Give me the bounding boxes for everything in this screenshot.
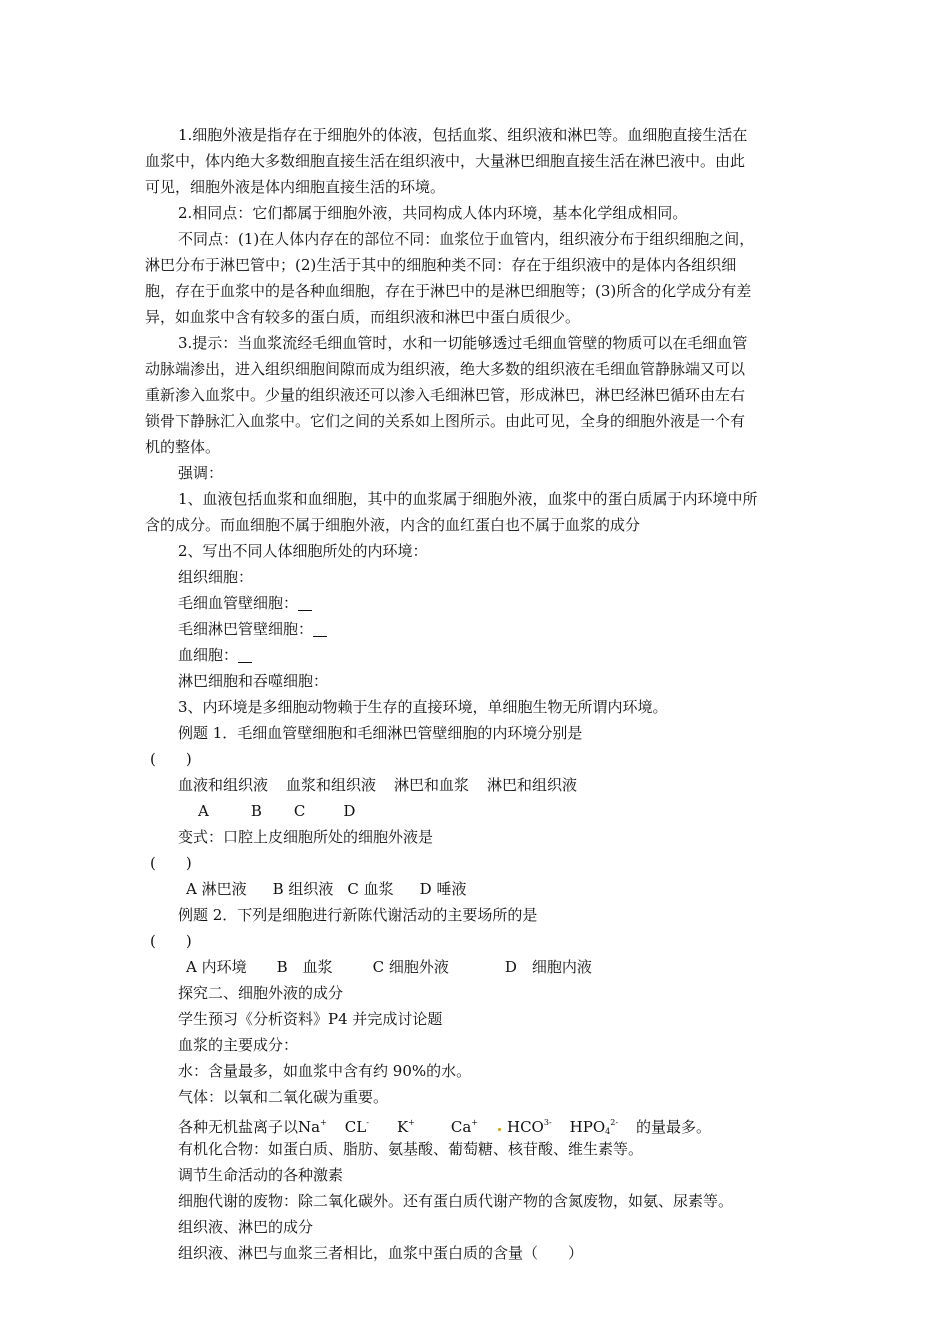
para-1-line-2: 血浆中，体内绝大多数细胞直接生活在组织液中，大量淋巴细胞直接生活在淋巴液中。由此 xyxy=(145,152,746,170)
plasma-heading: 血浆的主要成分： xyxy=(178,1036,299,1054)
water-line: 水：含量最多，如血浆中含有约 90%的水。 xyxy=(178,1062,472,1080)
cell-tissue-label: 组织细胞： xyxy=(178,568,254,586)
option-letter[interactable]: B xyxy=(250,802,262,820)
example-2-paren: ( ) xyxy=(150,932,192,950)
variant-paren: ( ) xyxy=(150,854,192,872)
cell-blood xyxy=(178,645,252,665)
para-4-line-2: 动脉端渗出，进入组织细胞间隙而成为组织液，绝大多数的组织液在毛细血管静脉端又可以 xyxy=(145,360,746,378)
para-3-line-4: 异，如血浆中含有较多的蛋白质，而组织液和淋巴中蛋白质很少。 xyxy=(145,308,581,326)
waste-line: 细胞代谢的废物：除二氧化碳外。还有蛋白质代谢产物的含氮废物，如氨、尿素等。 xyxy=(178,1192,734,1210)
ion-na: Na xyxy=(298,1118,321,1136)
ion-hpo4: HPO xyxy=(569,1118,606,1136)
emphasis-3: 3、内环境是多细胞动物赖于生存的直接环境，单细胞生物无所谓内环境。 xyxy=(178,698,668,716)
answer-blank[interactable] xyxy=(298,595,312,611)
example-1-letters xyxy=(198,801,355,821)
ions-line xyxy=(178,1113,712,1136)
option-text[interactable]: C 细胞外液 xyxy=(372,958,449,976)
cell-capillary xyxy=(178,593,312,613)
cell-lymph-phagocyte xyxy=(178,671,328,691)
option-letter[interactable]: D xyxy=(343,802,356,820)
para-3-line-1: 不同点：(1)在人体内存在的部位不同：血浆位于血管内，组织液分布于组织细胞之间， xyxy=(178,230,755,248)
option-text: 血液和组织液 xyxy=(178,776,269,794)
cell-tissue xyxy=(178,567,253,587)
option-text[interactable]: D 细胞内液 xyxy=(504,958,592,976)
example-2-options xyxy=(186,957,592,977)
answer-blank[interactable] xyxy=(313,621,327,637)
option-text[interactable]: C 血浆 xyxy=(347,880,394,898)
option-text: 血浆和组织液 xyxy=(286,776,377,794)
organic-line: 有机化合物：如蛋白质、脂肪、氨基酸、葡萄糖、核苷酸、维生素等。 xyxy=(178,1140,644,1158)
cell-lymph-capillary xyxy=(178,619,327,639)
compare-question: 组织液、淋巴与血浆三者相比，血浆中蛋白质的含量（ ） xyxy=(178,1244,584,1262)
ions-tail: 的量最多。 xyxy=(636,1118,712,1136)
para-4-line-1: 3.提示：当血浆流经毛细血管时，水和一切能够透过毛细血管壁的物质可以在毛细血管 xyxy=(178,334,748,352)
example-1-options xyxy=(178,775,577,795)
option-text[interactable]: D 唾液 xyxy=(419,880,467,898)
para-4-line-5: 机的整体。 xyxy=(145,438,221,456)
cell-lymph-phagocyte-label: 淋巴细胞和吞噬细胞： xyxy=(178,672,329,690)
ion-ca-charge: + xyxy=(471,1118,478,1127)
ion-k-charge: + xyxy=(408,1118,415,1127)
ion-hpo4-charge: 2- xyxy=(610,1118,619,1127)
emphasis-1-line-1: 1、血液包括血浆和血细胞，其中的血浆属于细胞外液，血浆中的蛋白质属于内环境中所 xyxy=(178,490,758,508)
answer-blank[interactable] xyxy=(238,647,252,663)
option-letter[interactable]: C xyxy=(293,802,306,820)
para-1-line-3: 可见，细胞外液是体内细胞直接生活的环境。 xyxy=(145,178,446,196)
para-2: 2.相同点：它们都属于细胞外液，共同构成人体内环境，基本化学组成相同。 xyxy=(178,204,688,222)
para-3-line-3: 胞，存在于血浆中的是各种血细胞，存在于淋巴中的是淋巴细胞等；(3)所含的化学成分有差 xyxy=(145,282,752,300)
example-1-question: 例题 1．毛细血管壁细胞和毛细淋巴管壁细胞的内环境分别是 xyxy=(178,724,583,742)
cell-blood-label: 血细胞： xyxy=(178,646,239,664)
cell-capillary-label: 毛细血管壁细胞： xyxy=(178,594,299,612)
option-text: 淋巴和组织液 xyxy=(487,776,578,794)
ion-cl-charge: - xyxy=(366,1118,369,1127)
variant-options xyxy=(186,879,466,899)
option-letter[interactable]: A xyxy=(198,802,209,820)
hormone-line: 调节生命活动的各种激素 xyxy=(178,1166,344,1184)
ion-na-charge: + xyxy=(320,1118,327,1127)
option-text: 淋巴和血浆 xyxy=(394,776,470,794)
example-1-paren: ( ) xyxy=(150,750,192,768)
ion-cl: CL xyxy=(344,1118,367,1136)
emphasis-2: 2、写出不同人体细胞所处的内环境： xyxy=(178,542,428,560)
emphasis-1-line-2: 含的成分。而血细胞不属于细胞外液，内含的血红蛋白也不属于血浆的成分 xyxy=(145,516,641,534)
ion-ca: Ca xyxy=(450,1118,472,1136)
option-text[interactable]: A 淋巴液 xyxy=(186,880,247,898)
ion-k: K xyxy=(396,1118,409,1136)
ion-hpo4-subscript: 4 xyxy=(605,1127,611,1136)
emphasis-title: 强调： xyxy=(178,464,224,482)
dot-mark xyxy=(498,1128,501,1131)
para-1-line-1: 1.细胞外液是指存在于细胞外的体液，包括血浆、组织液和淋巴等。血细胞直接生活在 xyxy=(178,126,748,144)
para-3-line-2: 淋巴分布于淋巴管中；(2)生活于其中的细胞种类不同：存在于组织液中的是体内各组织细 xyxy=(145,256,737,274)
cell-lymph-capillary-label: 毛细淋巴管壁细胞： xyxy=(178,620,314,638)
example-2-question: 例题 2．下列是细胞进行新陈代谢活动的主要场所的是 xyxy=(178,906,538,924)
ion-hco3: HCO xyxy=(507,1118,544,1136)
gas-line: 气体：以氧和二氧化碳为重要。 xyxy=(178,1088,389,1106)
para-4-line-3: 重新渗入血浆中。少量的组织液还可以渗入毛细淋巴管，形成淋巴，淋巴经淋巴循环由左右 xyxy=(145,386,746,404)
preview-line: 学生预习《分析资料》P4 并完成讨论题 xyxy=(178,1010,443,1028)
ion-hco3-charge: 3- xyxy=(543,1118,552,1127)
option-text[interactable]: A 内环境 xyxy=(186,958,247,976)
ions-lead: 各种无机盐离子以 xyxy=(178,1118,299,1136)
option-text[interactable]: B 血浆 xyxy=(276,958,333,976)
explore-heading: 探究二、细胞外液的成分 xyxy=(178,984,344,1002)
tissue-lymph-heading: 组织液、淋巴的成分 xyxy=(178,1218,314,1236)
variant-question: 变式：口腔上皮细胞所处的细胞外液是 xyxy=(178,828,434,846)
para-4-line-4: 锁骨下静脉汇入血浆中。它们之间的关系如上图所示。由此可见，全身的细胞外液是一个有 xyxy=(145,412,746,430)
option-text[interactable]: B 组织液 xyxy=(272,880,334,898)
